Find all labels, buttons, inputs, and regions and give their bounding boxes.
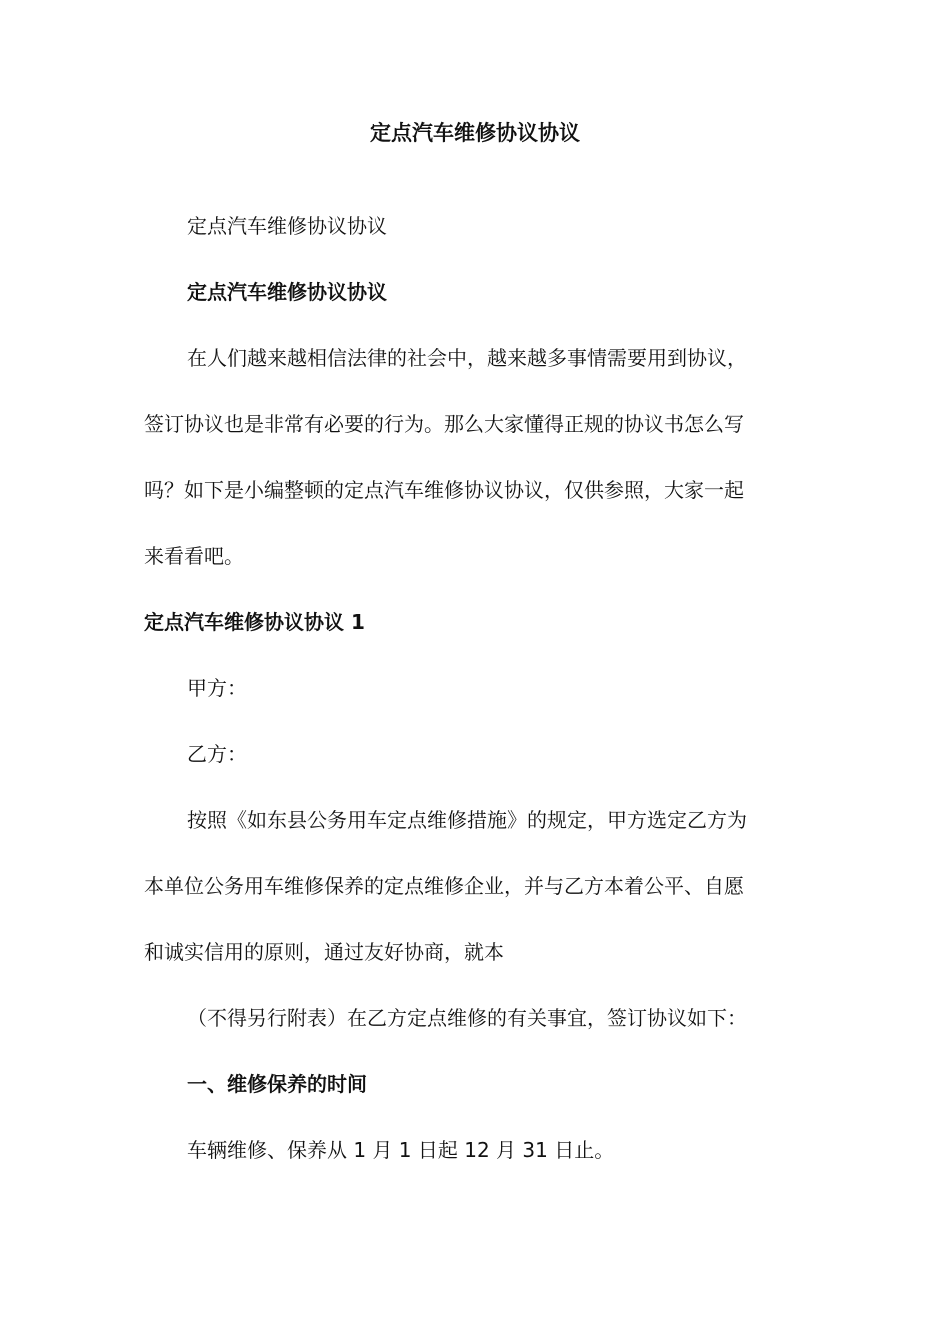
party-a-label: 甲方： [187,676,247,700]
paragraph-line: 本单位公务用车维修保养的定点维修企业，并与乙方本着公平、自愿 [144,874,744,898]
paragraph-line: 和诚实信用的原则，通过友好协商，就本 [144,940,504,964]
subtitle-line: 定点汽车维修协议协议 [187,214,387,238]
paragraph-line: 吗？如下是小编整顿的定点汽车维修协议协议，仅供参照，大家一起 [144,478,744,502]
paragraph-line: 签订协议也是非常有必要的行为。那么大家懂得正规的协议书怎么写 [144,412,744,436]
paragraph-line: 在人们越来越相信法律的社会中，越来越多事情需要用到协议， [187,346,747,370]
paragraph-line: 按照《如东县公务用车定点维修措施》的规定，甲方选定乙方为 [187,808,747,832]
party-b-label: 乙方： [187,742,247,766]
paragraph-line: 来看看吧。 [144,544,244,568]
section-heading: 定点汽车维修协议协议 [187,280,387,304]
agreement-heading: 定点汽车维修协议协议 1 [144,610,365,634]
paragraph-line: （不得另行附表）在乙方定点维修的有关事宜，签订协议如下： [187,1006,747,1030]
clause-text: 车辆维修、保养从 1 月 1 日起 12 月 31 日止。 [187,1138,615,1162]
document-title: 定点汽车维修协议协议 [370,121,580,145]
clause-heading: 一、维修保养的时间 [187,1072,367,1096]
